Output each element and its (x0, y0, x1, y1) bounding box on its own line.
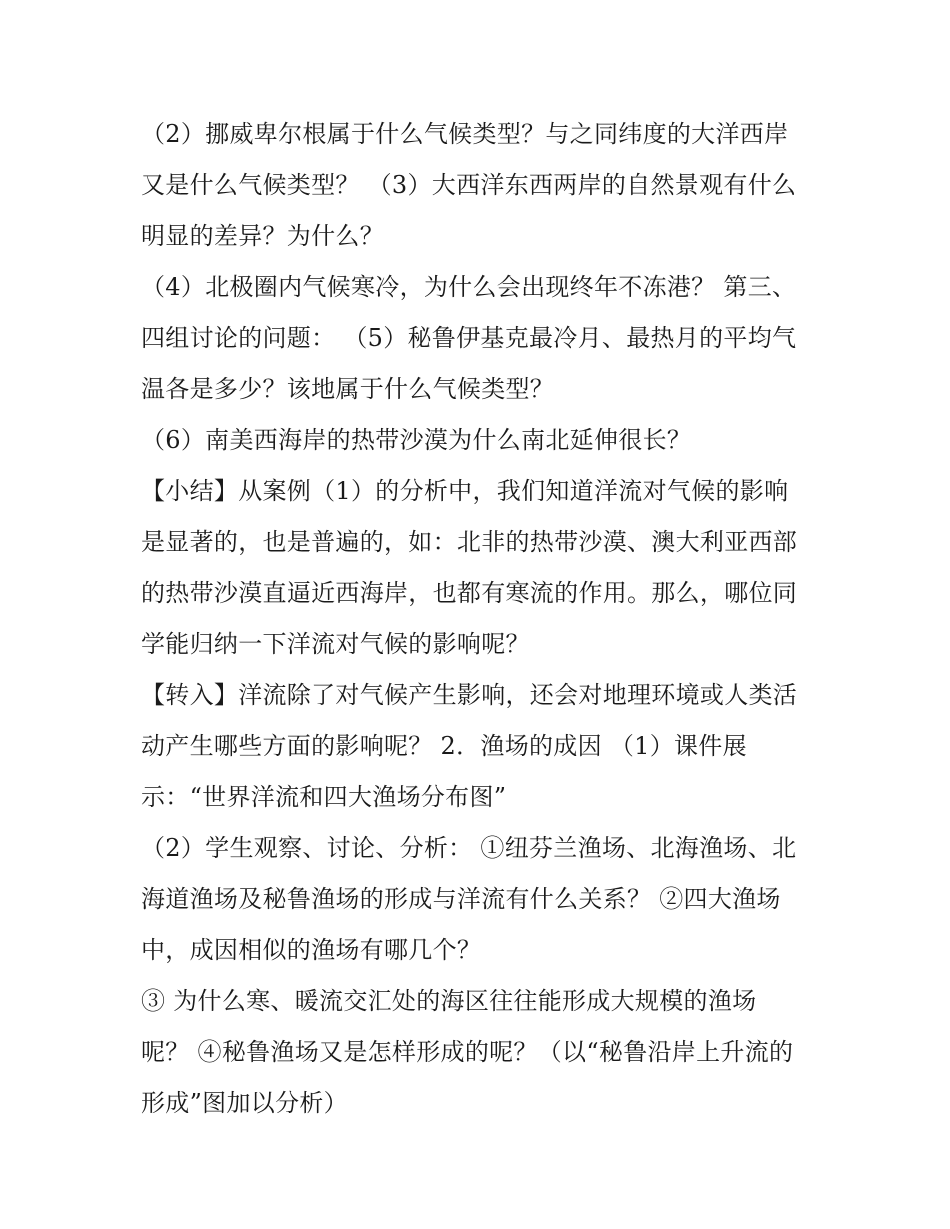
text-line: 又是什么气候类型？ （3）大西洋东西两岸的自然景观有什么 (141, 171, 797, 199)
text-line: 是显著的，也是普遍的，如：北非的热带沙漠、澳大利亚西部 (141, 528, 798, 556)
text-line: 的热带沙漠直逼近西海岸，也都有寒流的作用。那么，哪位同 (141, 579, 798, 607)
text-line: （6）南美西海岸的热带沙漠为什么南北延伸很长？ (141, 426, 692, 454)
text-line: 学能归纳一下洋流对气候的影响呢？ (141, 630, 530, 658)
text-line: 海道渔场及秘鲁渔场的形成与洋流有什么关系？ ②四大渔场 (141, 885, 781, 913)
text-line: 【小结】从案例（1）的分析中，我们知道洋流对气候的影响 (141, 477, 789, 505)
text-line: 示：“世界洋流和四大渔场分布图” (141, 783, 507, 811)
text-line: 四组讨论的问题： （5）秘鲁伊基克最冷月、最热月的平均气 (141, 324, 797, 352)
text-line: 中，成因相似的渔场有哪几个？ (141, 936, 482, 964)
text-line: 【转入】洋流除了对气候产生影响，还会对地理环境或人类活 (141, 681, 798, 709)
document-body (141, 109, 821, 1129)
text-line: 形成”图加以分析） (141, 1089, 348, 1117)
text-line: （4）北极圈内气候寒冷，为什么会出现终年不冻港？ 第三、 (141, 273, 797, 301)
text-line: （2）学生观察、讨论、分析： ①纽芬兰渔场、北海渔场、北 (141, 834, 797, 862)
text-line: （2）挪威卑尔根属于什么气候类型？与之同纬度的大洋西岸 (141, 120, 789, 148)
text-line: 呢？ ④秘鲁渔场又是怎样形成的呢？（以“秘鲁沿岸上升流的 (141, 1038, 794, 1066)
text-line: ③ 为什么寒、暖流交汇处的海区往往能形成大规模的渔场 (141, 987, 757, 1015)
text-line: 动产生哪些方面的影响呢？ 2．渔场的成因 （1）课件展 (141, 732, 747, 760)
text-line: 明显的差异？为什么？ (141, 222, 384, 250)
text-line: 温各是多少？该地属于什么气候类型？ (141, 375, 555, 403)
